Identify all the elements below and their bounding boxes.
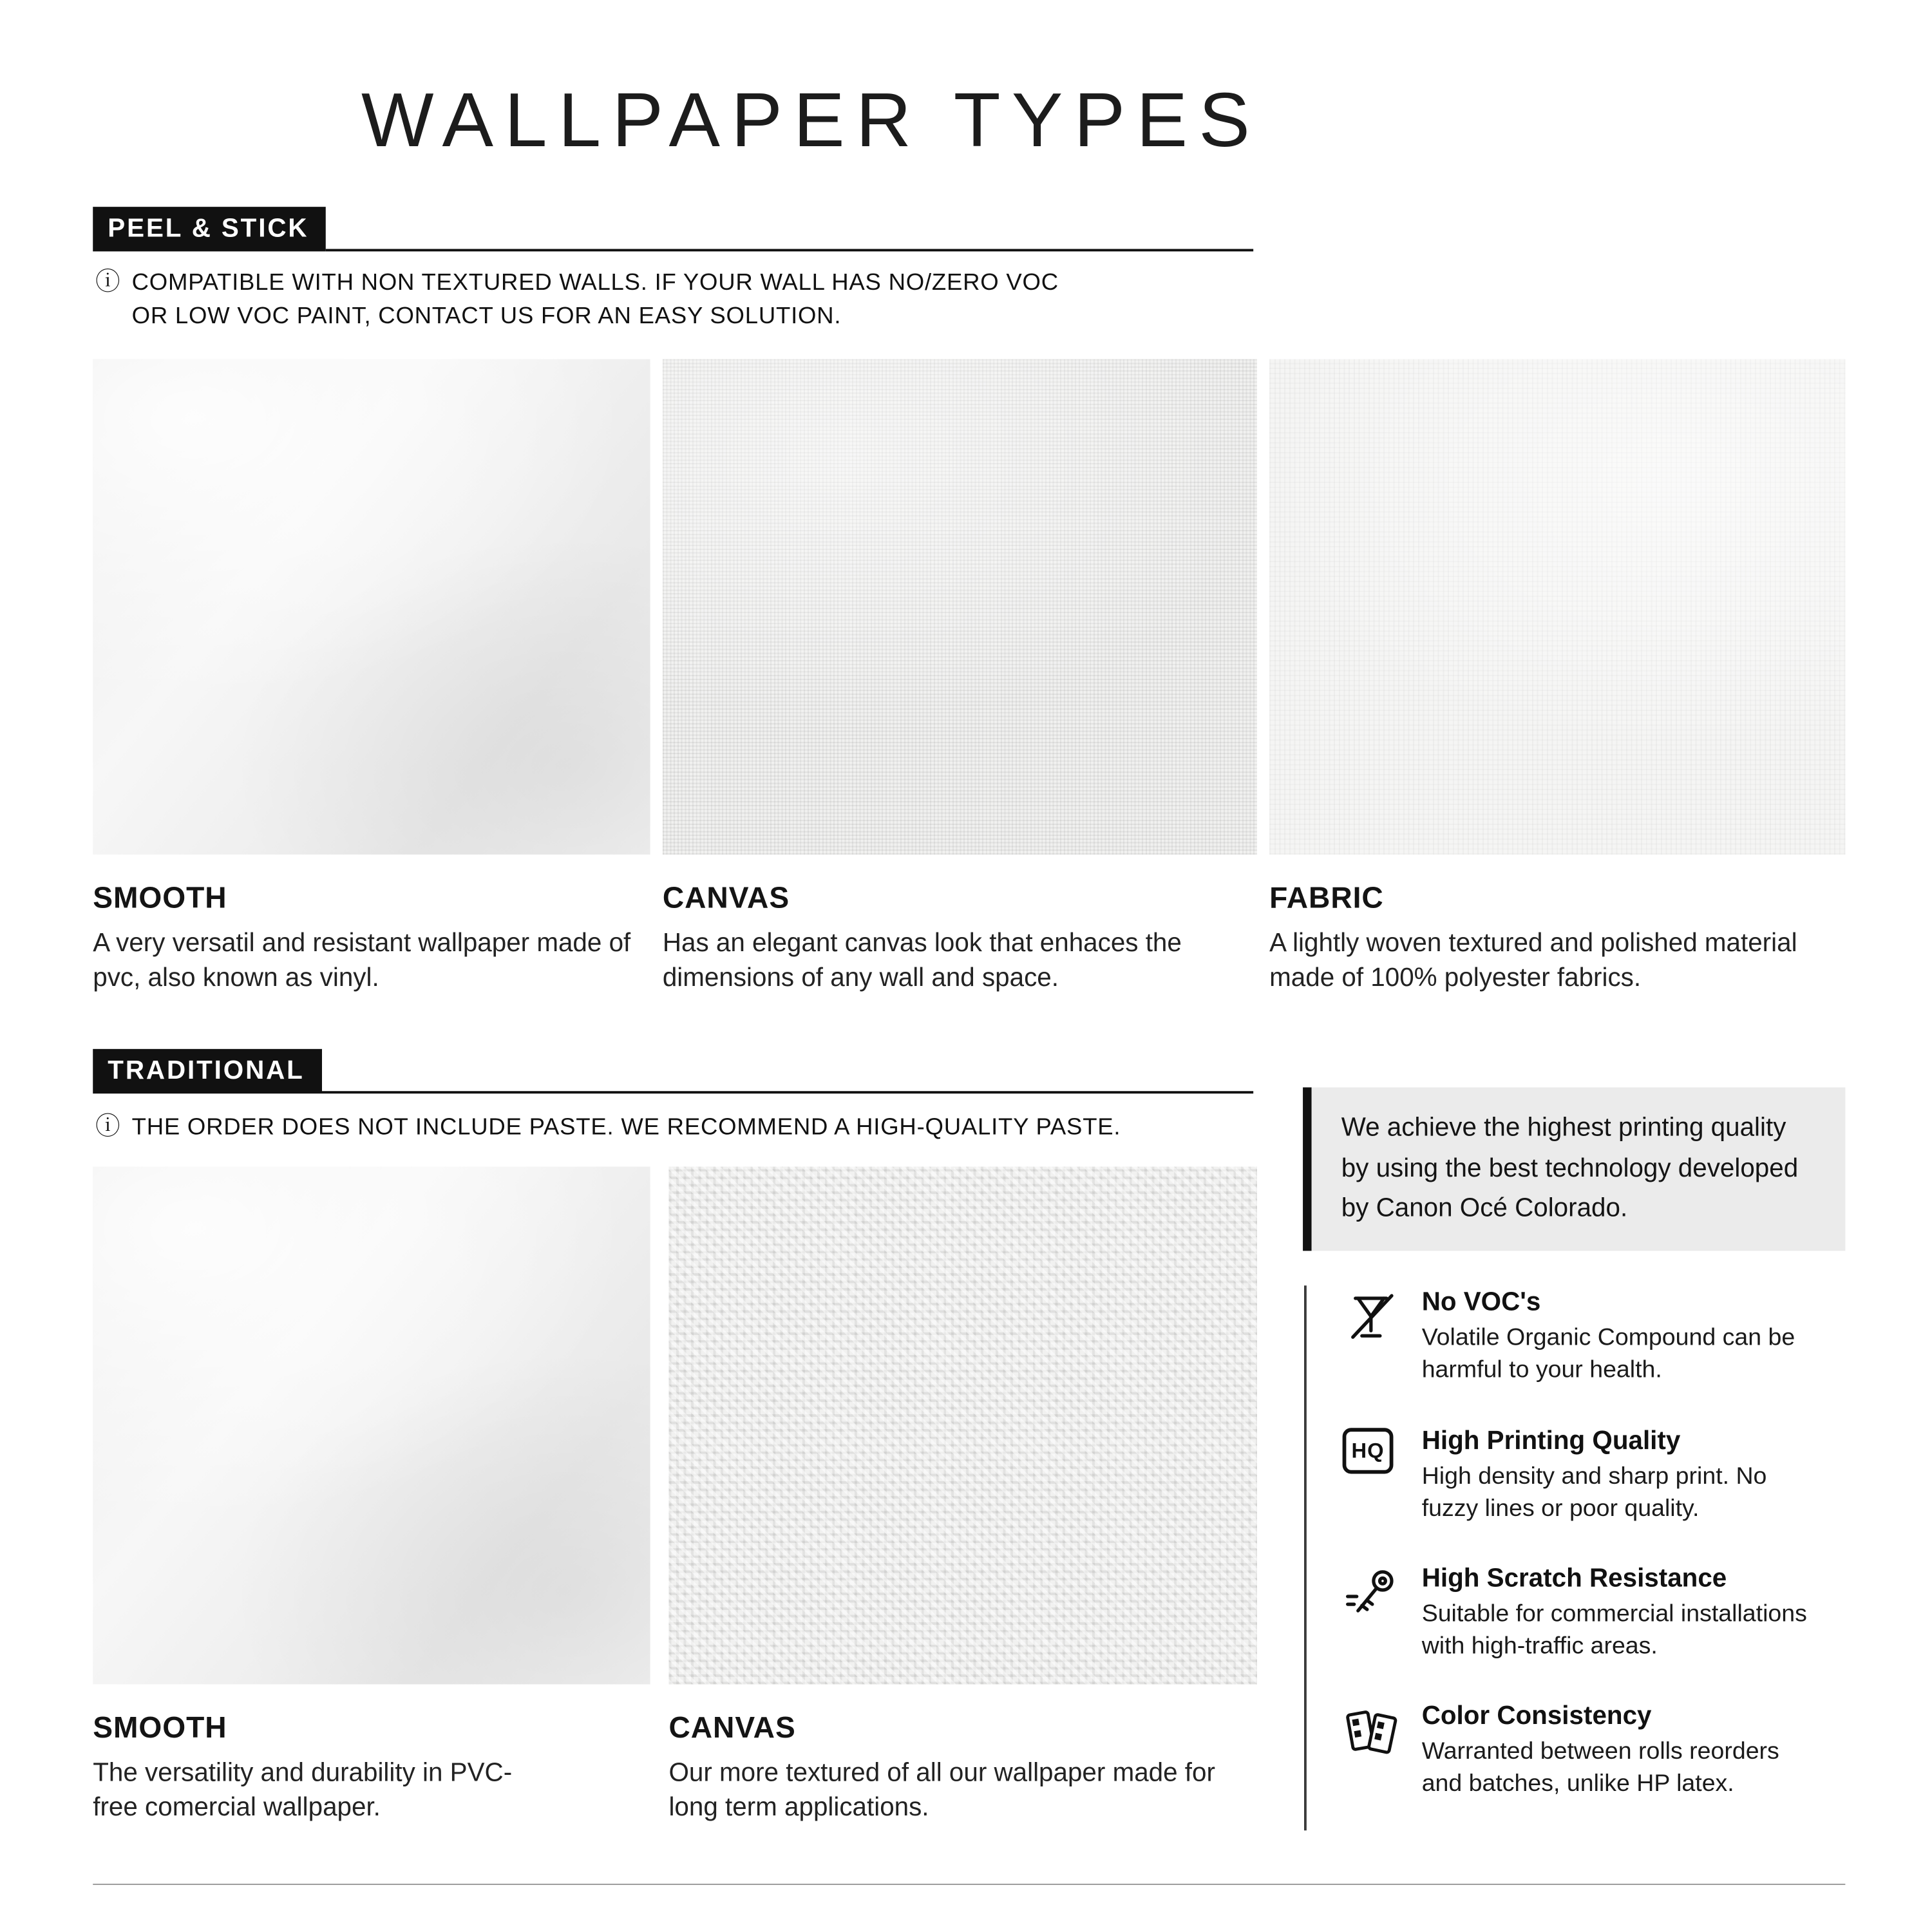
note-peel-stick-text: COMPATIBLE WITH NON TEXTURED WALLS. IF YOUR WALL HAS NO/ZERO VOC OR LOW VOC PAINT, CONTACT US FOR AN EASY SOLUTION. (131, 270, 1059, 330)
feature-text (1422, 1564, 1808, 1663)
swatch-name: SMOOTH (93, 1711, 227, 1745)
swatch-description: The versatility and durability in PVC-free comercial wallpaper. (93, 1758, 513, 1823)
note-peel-stick (95, 267, 1074, 334)
swatch-peel-canvas (663, 359, 1257, 997)
swatch-traditional-smooth (93, 1167, 650, 1826)
feature-color-consistency (1343, 1701, 1846, 1800)
section-header-traditional (93, 1049, 1253, 1094)
hq-icon (1343, 1426, 1402, 1525)
section-header-peel-stick (93, 207, 1253, 251)
features-divider-line (1304, 1285, 1307, 1830)
swatch-peel-fabric (1269, 359, 1845, 997)
canvas-texture-image (668, 1167, 1256, 1685)
swatch-description: Our more textured of all our wallpaper made for long term applications. (668, 1758, 1215, 1823)
section-label-peel-stick: PEEL & STICK (93, 207, 326, 251)
swatch-name: CANVAS (668, 1711, 796, 1745)
feature-high-printing-quality (1343, 1426, 1846, 1525)
feature-text (1422, 1701, 1808, 1800)
feature-no-voc (1343, 1288, 1846, 1387)
smooth-texture-image (93, 359, 650, 855)
color-consistency-icon (1343, 1701, 1402, 1800)
swatch-traditional-canvas (668, 1167, 1256, 1826)
feature-title: Color Consistency (1421, 1701, 1652, 1730)
no-voc-icon (1343, 1288, 1402, 1387)
swatch-row-traditional (93, 1167, 1257, 1826)
bottom-divider-line (93, 1884, 1845, 1885)
swatch-description: Has an elegant canvas look that enhaces the dimensions of any wall and space. (662, 929, 1182, 993)
info-icon: ⓘ (95, 1113, 121, 1141)
info-icon: ⓘ (95, 269, 121, 296)
feature-title: High Printing Quality (1421, 1426, 1681, 1455)
hq-badge-label: HQ (1343, 1428, 1394, 1473)
smooth-texture-image (93, 1167, 650, 1685)
feature-scratch-resistance (1343, 1564, 1846, 1663)
swatch-name: FABRIC (1269, 882, 1384, 916)
fabric-texture-image (1269, 359, 1845, 855)
feature-description: Suitable for commercial installations with high-traffic areas. (1421, 1600, 1807, 1660)
note-traditional-text: THE ORDER DOES NOT INCLUDE PASTE. WE RECOMMEND A HIGH-QUALITY PASTE. (131, 1114, 1121, 1141)
printing-quality-callout (1303, 1087, 1845, 1250)
canvas-texture-image (663, 359, 1257, 855)
page-title: WALLPAPER TYPES (361, 78, 1262, 164)
section-rule-traditional (322, 1091, 1253, 1094)
swatch-description: A lightly woven textured and polished material made of 100% polyester fabrics. (1269, 929, 1797, 993)
swatch-name: SMOOTH (93, 882, 227, 916)
swatch-row-peel-stick (93, 359, 1845, 997)
section-label-traditional: TRADITIONAL (93, 1049, 321, 1094)
swatch-name: CANVAS (662, 882, 790, 916)
swatch-description: A very versatil and resistant wallpaper made of pvc, also known as vinyl. (93, 929, 631, 993)
printing-quality-text: We achieve the highest printing quality by using the best technology developed by Canon Océ Colorado. (1341, 1113, 1799, 1223)
note-traditional (95, 1112, 1284, 1146)
feature-description: Warranted between rolls reorders and batches, unlike HP latex. (1421, 1738, 1779, 1797)
feature-title: High Scratch Resistance (1421, 1564, 1727, 1593)
feature-description: Volatile Organic Compound can be harmful to your health. (1421, 1323, 1795, 1383)
feature-description: High density and sharp print. No fuzzy lines or poor quality. (1421, 1463, 1767, 1522)
feature-text (1422, 1288, 1808, 1387)
feature-text (1422, 1426, 1808, 1525)
scratch-resistance-icon (1343, 1564, 1402, 1663)
feature-title: No VOC's (1421, 1288, 1541, 1317)
swatch-peel-smooth (93, 359, 650, 997)
section-rule-peel-stick (326, 249, 1253, 252)
